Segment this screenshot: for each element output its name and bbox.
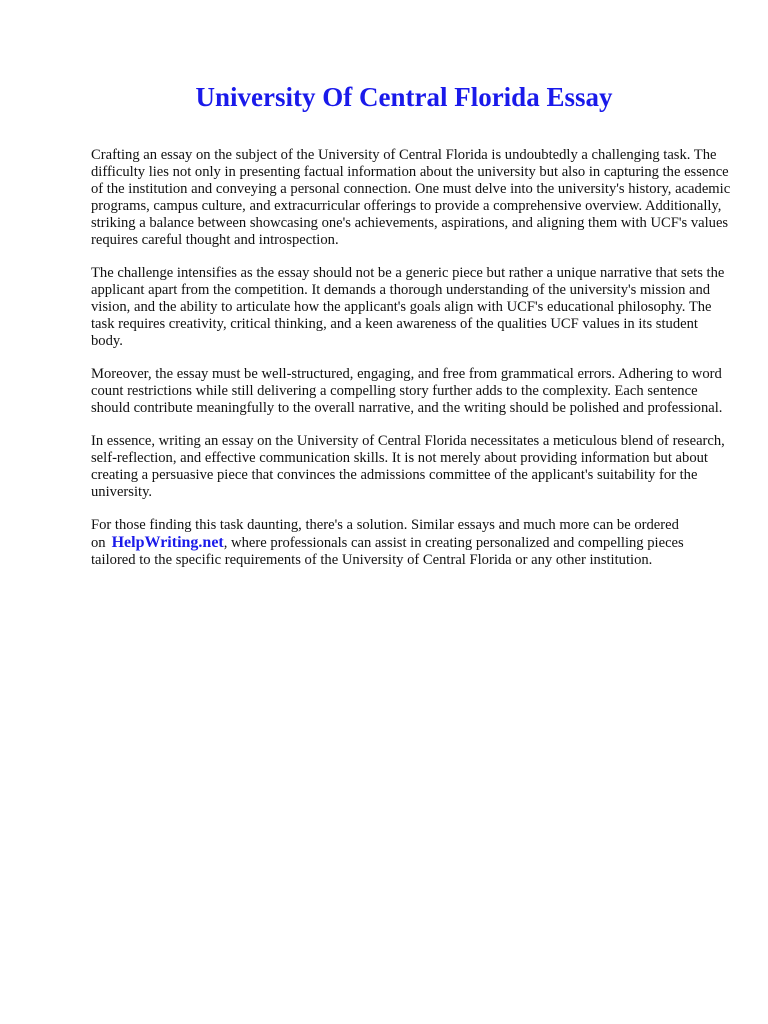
paragraph-2: The challenge intensifies as the essay should not be a generic piece but rather a unique narrative that sets the applicant apart from the competition. It demands a thorough understanding of the university's mission and vision, and the ability to articulate how the applicant's goals align with UCF's educational philosophy. The task requires creativity, critical thinking, and a keen awareness of the qualities UCF values in its student body. (91, 265, 725, 349)
paragraph-5 (91, 517, 731, 569)
paragraph-4: In essence, writing an essay on the University of Central Florida necessitates a meticulous blend of research, self-reflection, and effective communication skills. It is not merely about providing information but about creating a persuasive piece that convinces the admissions committee of the applicant's suitability for the university. (91, 433, 725, 500)
helpwriting-link[interactable]: HelpWriting.net (111, 534, 224, 551)
page-title: University Of Central Florida Essay (195, 82, 613, 112)
paragraph-3: Moreover, the essay must be well-structured, engaging, and free from grammatical errors. Adhering to word count restrictions while still delivering a compelling story further adds to the complexity. Each sentence should contribute meaningfully to the overall narrative, and the writing should be polished and professional. (91, 366, 723, 416)
paragraph-5-intro: For those finding this task daunting, there's a solution. Similar essays and much more can be ordered on (91, 517, 679, 551)
paragraph-1: Crafting an essay on the subject of the University of Central Florida is undoubtedly a challenging task. The difficulty lies not only in presenting factual information about the university but also in capturing the essence of the institution and conveying a personal connection. One must delve into the university's history, academic programs, campus culture, and extracurricular offerings to provide a comprehensive overview. Additionally, striking a balance between showcasing one's achievements, aspirations, and aligning them with UCF's values requires careful thought and introspection. (91, 147, 731, 248)
paragraph-5-outro: , where professionals can assist in creating personalized and compelling pieces tailored to the specific requirements of the University of Central Florida or any other institution. (91, 535, 684, 568)
essay-body (91, 147, 731, 585)
